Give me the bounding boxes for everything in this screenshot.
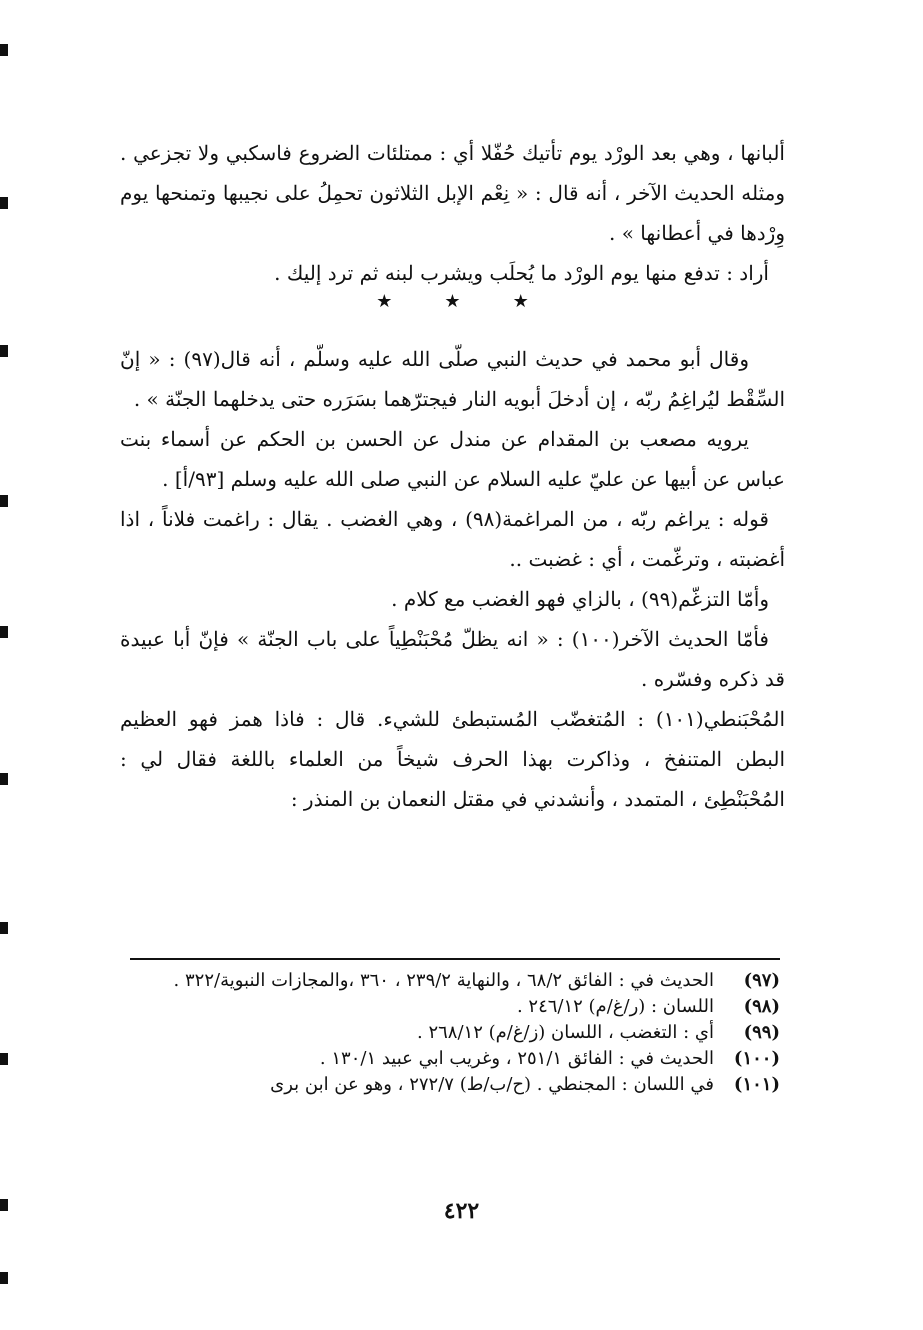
paragraph: ألبانها ، وهي بعد الورْد يوم تأتيك حُفّلا أي : ممتلئات الضروع فاسكبي ولا تجزعي . ومثله الحديث الآخر ، أنه قال : « نِعْم الإبل الثلاثون تحمِلُ على نجيبها وتمنحها يوم وِرْدها في أعطانها » .	[120, 141, 785, 245]
page-edge-mark	[0, 1053, 8, 1065]
footnote-text: الحديث في : الفائق ٢٥١/١ ، وغريب ابي عبيد ١٣٠/١ .	[319, 1048, 714, 1069]
footnote-item	[130, 1072, 780, 1098]
footnote-number: (٩٩)	[743, 1022, 780, 1043]
paragraph: أراد : تدفع منها يوم الورْد ما يُحلَب ويشرب لبنه ثم ترد إليك .	[274, 261, 769, 285]
page-edge-mark	[0, 626, 8, 638]
footnote-item	[130, 1020, 780, 1046]
star-icon: ★	[512, 291, 529, 312]
footnote-number: (٩٨)	[743, 996, 780, 1017]
footnote-item	[130, 994, 780, 1020]
paragraph: المُحْبَنطي(١٠١) : المُتغضّب المُستبطئ للشيء. قال : فاذا همز فهو العظيم البطن المتنفخ ، وذاكرت بهذا الحرف شيخاً من العلماء باللغة فقال لي : المُحْبَنْطِئ ، المتمدد ، وأنشدني في مقتل النعمان بن المنذر :	[120, 707, 785, 811]
footnote-item	[130, 1046, 780, 1072]
footnote-text: الحديث في : الفائق ٦٨/٢ ، والنهاية ٢٣٩/٢ ، ٣٦٠ ،والمجازات النبوية/٣٢٢ .	[173, 970, 714, 991]
star-icon: ★	[376, 291, 393, 312]
footnote-text: أي : التغضب ، اللسان (ز/غ/م) ٢٦٨/١٢ .	[417, 1022, 714, 1043]
main-text	[120, 133, 785, 819]
page-edge-mark	[0, 345, 8, 357]
page-edge-mark	[0, 44, 8, 56]
footnote-item	[130, 968, 780, 994]
page-edge-mark	[0, 773, 8, 785]
section-stars	[120, 293, 785, 311]
footnote-number: (١٠٠)	[733, 1048, 780, 1069]
paragraph: وقال أبو محمد في حديث النبي صلّى الله عليه وسلّم ، أنه قال(٩٧) : « إنّ السِّقْط ليُراغِمُ ربّه ، إن أدخلَ أبويه النار فيجترّهما بسَرَره حتى يدخلهما الجنّة » .	[120, 347, 785, 411]
paragraph: قوله : يراغم ربّه ، من المراغمة(٩٨) ، وهي الغضب . يقال : راغمت فلاناً ، اذا أغضبته ، وترغّمت ، أي : غضبت ..	[120, 507, 785, 571]
paragraph: يرويه مصعب بن المقدام عن مندل عن الحسن بن الحكم عن أسماء بنت عباس عن أبيها عن عليّ عليه السلام عن النبي صلى الله عليه وسلم [٩٣/أ] .	[120, 427, 785, 491]
footnote-text: اللسان : (ر/غ/م) ٢٤٦/١٢ .	[516, 996, 714, 1017]
footnote-divider	[130, 958, 780, 960]
star-icon: ★	[444, 291, 461, 312]
paragraph: وأمّا التزغّم(٩٩) ، بالزاي فهو الغضب مع كلام .	[391, 587, 769, 611]
footnote-text: في اللسان : المجنطي . (ح/ب/ط) ٢٧٢/٧ ، وهو عن ابن برى	[270, 1074, 714, 1095]
page-edge-mark	[0, 197, 8, 209]
page-edge-mark	[0, 1272, 8, 1284]
paragraph: فأمّا الحديث الآخر(١٠٠) : « انه يظلّ مُحْبَنْطِياً على باب الجنّة » فإنّ أبا عبيدة قد ذكره وفسّره .	[120, 627, 785, 691]
footnote-number: (١٠١)	[733, 1074, 780, 1095]
page-edge-mark	[0, 922, 8, 934]
footnotes	[130, 968, 780, 1098]
footnote-number: (٩٧)	[743, 970, 780, 991]
page-edge-mark	[0, 495, 8, 507]
page-number: ٤٢٢	[443, 1198, 480, 1224]
